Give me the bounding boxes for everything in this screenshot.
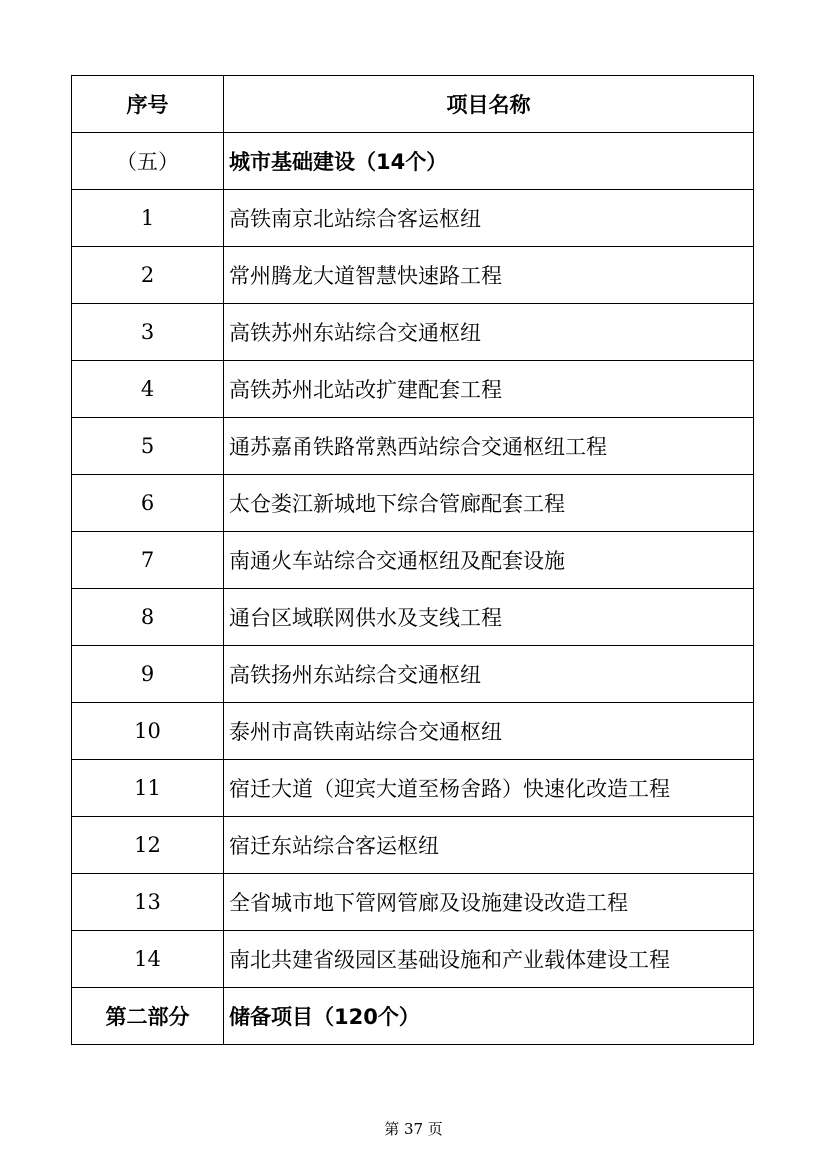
- table-row: [72, 361, 754, 418]
- row-seq: 1: [72, 190, 224, 247]
- part-name: 储备项目（120个）: [224, 988, 754, 1045]
- table-row: [72, 703, 754, 760]
- table-row: [72, 475, 754, 532]
- section-seq: （五）: [72, 133, 224, 190]
- row-seq: 12: [72, 817, 224, 874]
- row-name: 宿迁大道（迎宾大道至杨舍路）快速化改造工程: [224, 760, 754, 817]
- row-seq: 7: [72, 532, 224, 589]
- table-row: [72, 760, 754, 817]
- table-row: [72, 646, 754, 703]
- table-row: [72, 589, 754, 646]
- table-row: [72, 817, 754, 874]
- row-name: 高铁苏州北站改扩建配套工程: [224, 361, 754, 418]
- row-name: 通台区域联网供水及支线工程: [224, 589, 754, 646]
- row-seq: 11: [72, 760, 224, 817]
- row-seq: 4: [72, 361, 224, 418]
- row-seq: 2: [72, 247, 224, 304]
- row-name: 高铁扬州东站综合交通枢纽: [224, 646, 754, 703]
- section-row: [72, 133, 754, 190]
- row-name: 宿迁东站综合客运枢纽: [224, 817, 754, 874]
- row-name: 南北共建省级园区基础设施和产业载体建设工程: [224, 931, 754, 988]
- header-name: 项目名称: [224, 76, 754, 133]
- table-row: [72, 874, 754, 931]
- section-name: 城市基础建设（14个）: [224, 133, 754, 190]
- table-row: [72, 532, 754, 589]
- row-name: 泰州市高铁南站综合交通枢纽: [224, 703, 754, 760]
- page-number: 第 37 页: [384, 1120, 443, 1138]
- table-row: [72, 931, 754, 988]
- row-name: 全省城市地下管网管廊及设施建设改造工程: [224, 874, 754, 931]
- row-name: 南通火车站综合交通枢纽及配套设施: [224, 532, 754, 589]
- row-name: 高铁苏州东站综合交通枢纽: [224, 304, 754, 361]
- row-seq: 13: [72, 874, 224, 931]
- row-seq: 5: [72, 418, 224, 475]
- table-row: [72, 418, 754, 475]
- table-row: [72, 190, 754, 247]
- table-header-row: [72, 76, 754, 133]
- header-seq: 序号: [72, 76, 224, 133]
- row-seq: 3: [72, 304, 224, 361]
- row-name: 常州腾龙大道智慧快速路工程: [224, 247, 754, 304]
- row-name: 高铁南京北站综合客运枢纽: [224, 190, 754, 247]
- table-row: [72, 247, 754, 304]
- project-table: [71, 75, 754, 1045]
- part-seq: 第二部分: [72, 988, 224, 1045]
- row-name: 太仓娄江新城地下综合管廊配套工程: [224, 475, 754, 532]
- row-seq: 9: [72, 646, 224, 703]
- row-seq: 8: [72, 589, 224, 646]
- row-seq: 14: [72, 931, 224, 988]
- part-row: [72, 988, 754, 1045]
- row-name: 通苏嘉甬铁路常熟西站综合交通枢纽工程: [224, 418, 754, 475]
- row-seq: 6: [72, 475, 224, 532]
- table-row: [72, 304, 754, 361]
- row-seq: 10: [72, 703, 224, 760]
